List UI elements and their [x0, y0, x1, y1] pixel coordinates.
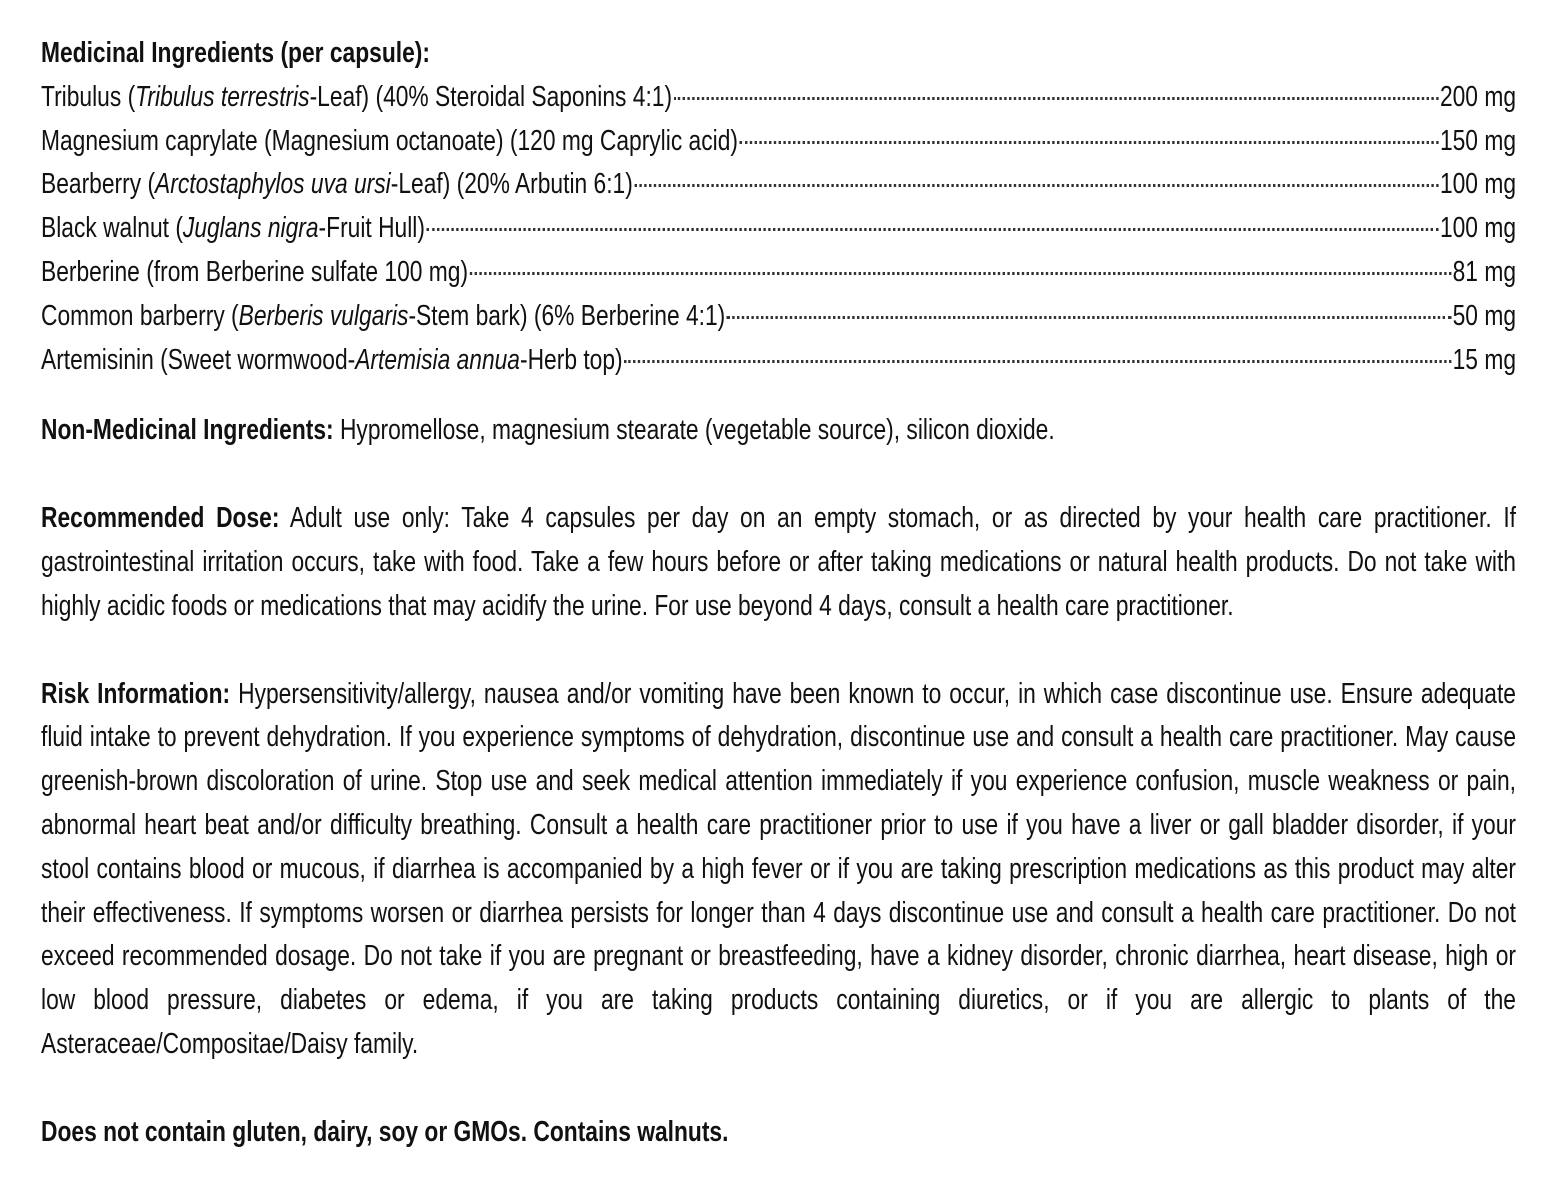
non-medicinal-text: Hypromellose, magnesium stearate (vegetable source), silicon dioxide. — [333, 414, 1055, 447]
ingredient-name: Tribulus (Tribulus terrestris-Leaf) (40% Steroidal Saponins 4:1) — [41, 80, 673, 113]
ingredient-row — [41, 163, 1516, 207]
ingredient-name: Magnesium caprylate (Magnesium octanoate) (120 mg Caprylic acid) — [41, 124, 738, 157]
risk-label: Risk Information: — [41, 677, 231, 710]
ingredient-name: Common barberry (Berberis vulgaris-Stem bark) (6% Berberine 4:1) — [41, 299, 726, 332]
dot-leader — [674, 97, 1439, 100]
ingredient-amount: 81 mg — [1452, 255, 1516, 288]
ingredient-row — [41, 207, 1516, 251]
spacer — [41, 453, 1516, 497]
medicinal-ingredients-title: Medicinal Ingredients (per capsule): — [41, 37, 430, 69]
dot-leader — [470, 272, 1451, 275]
ingredient-row — [41, 76, 1516, 120]
dose-text: Adult use only: Take 4 capsules per day on an empty stomach, or as directed by your health care practitioner. If gastrointestinal irritation occurs, take with food. Take a few hours before or after taking medications or natural health products. Do not take with highly acidic foods or medications that may acidify the urine. For use beyond 4 days, consult a health care practitioner. — [41, 502, 1516, 622]
ingredient-name: Black walnut (Juglans nigra-Fruit Hull) — [41, 212, 425, 245]
ingredient-amount: 15 mg — [1452, 343, 1516, 376]
dot-leader — [740, 141, 1439, 144]
ingredient-row — [41, 339, 1516, 383]
non-medicinal-label: Non-Medicinal Ingredients: — [41, 414, 334, 447]
dose-label: Recommended Dose: — [41, 502, 280, 535]
spacer — [41, 629, 1516, 673]
label-text-block — [41, 32, 1516, 1155]
ingredient-amount: 50 mg — [1452, 299, 1516, 332]
allergen-statement: Does not contain gluten, dairy, soy or GMOs. Contains walnuts. — [41, 1115, 729, 1148]
product-label-document — [41, 32, 1516, 1155]
ingredient-amount: 200 mg — [1439, 80, 1516, 113]
ingredient-amount: 150 mg — [1439, 124, 1516, 157]
dot-leader — [634, 184, 1438, 187]
spacer — [41, 382, 1516, 409]
risk-information — [41, 673, 1516, 1067]
ingredient-amount: 100 mg — [1439, 168, 1516, 201]
ingredient-amount: 100 mg — [1439, 212, 1516, 245]
recommended-dose — [41, 497, 1516, 628]
ingredient-row — [41, 251, 1516, 295]
dot-leader — [427, 228, 1439, 231]
risk-text: Hypersensitivity/allergy, nausea and/or vomiting have been known to occur, in which case discontinue use. Ensure adequate fluid intake to prevent dehydration. If you experience symptoms of dehydration, discontinue use and consult a health care practitioner. May cause greenish-brown discoloration of urine. Stop use and seek medical attention immediately if you experience confusion, muscle weakness or pain, abnormal heart beat and/or difficulty breathing. Consult a health care practitioner prior to use if you have a liver or gall bladder disorder, if your stool contains blood or mucous, if diarrhea is accompanied by a high fever or if you are taking prescription medications as this product may alter their effectiveness. If symptoms worsen or diarrhea persists for longer than 4 days discontinue use and consult a health care practitioner. Do not exceed recommended dosage. Do not take if you are pregnant or breastfeeding, have a kidney disorder, chronic diarrhea, heart disease, high or low blood pressure, diabetes or edema, if you are taking products containing diuretics, or if you are allergic to plants of the Asteraceae/Compositae/Daisy family. — [41, 677, 1516, 1060]
dot-leader — [624, 360, 1451, 363]
ingredient-name: Artemisinin (Sweet wormwood-Artemisia annua-Herb top) — [41, 343, 623, 376]
ingredient-row — [41, 295, 1516, 339]
ingredient-name: Bearberry (Arctostaphylos uva ursi-Leaf) (20% Arbutin 6:1) — [41, 168, 633, 201]
medicinal-ingredients-list — [41, 76, 1516, 383]
non-medicinal-ingredients — [41, 409, 1516, 453]
ingredient-name: Berberine (from Berberine sulfate 100 mg) — [41, 255, 469, 288]
spacer — [41, 1067, 1516, 1111]
ingredient-row — [41, 120, 1516, 164]
dot-leader — [727, 316, 1451, 319]
